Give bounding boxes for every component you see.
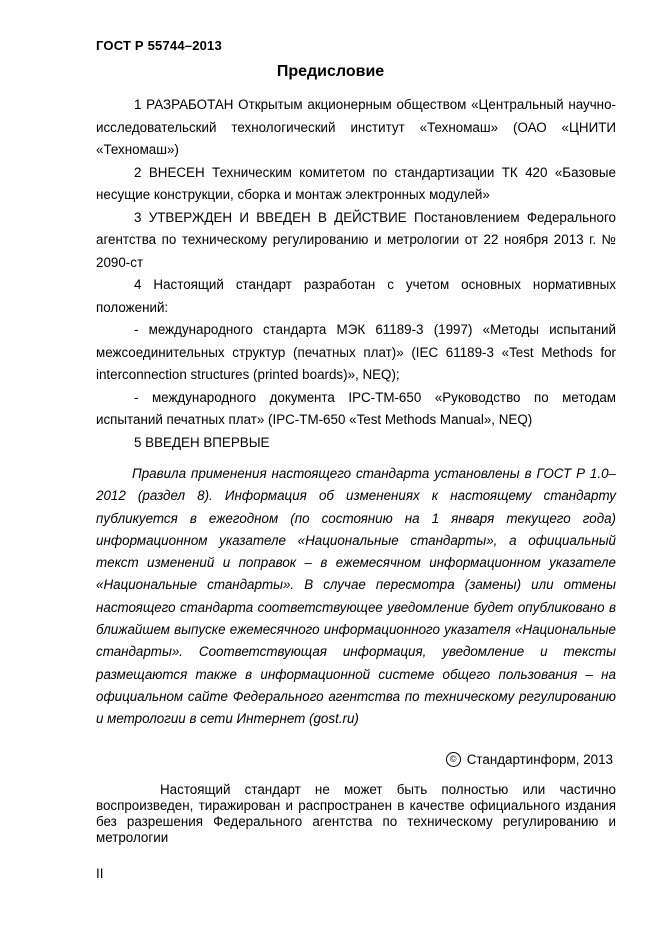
page-title: Предисловие	[276, 63, 385, 80]
page-number: II	[96, 866, 104, 881]
document-code: ГОСТ Р 55744–2013	[96, 38, 222, 53]
preface-body	[96, 94, 616, 454]
paragraph-based-on: 4 Настоящий стандарт разработан с учетом основных нормативных положений:	[96, 277, 616, 315]
reproduction-restriction-text: Настоящий стандарт не может быть полностью или частично воспроизведен, тиражирован и распространен в качестве официального издания без разрешения Федерального агентства по техническому регулированию и метрологии	[96, 782, 616, 845]
copyright-icon: ©	[446, 752, 461, 767]
copyright-text: Стандартинформ, 2013	[466, 752, 613, 767]
rules-notice-text: Правила применения настоящего стандарта установлены в ГОСТ Р 1.0–2012 (раздел 8). Информация об изменениях к настоящему стандарту публикуется в ежегодном (по состоянию на 1 января текущего года) информационном указателе «Национальные стандарты», а официальный текст изменений и поправок – в ежемесячном информационном указателе «Национальные стандарты». В случае пересмотра (замены) или отмены настоящего стандарта соответствующее уведомление будет опубликовано в ближайшем выпуске ежемесячного информационного указателя «Национальные стандарты». Соответствующая информация, уведомление и тексты размещаются также в информационной системе общего пользования – на официальном сайте Федерального агентства по техническому регулированию и метрологии в сети Интернет (gost.ru)	[96, 466, 616, 727]
rules-notice	[96, 463, 616, 731]
paragraph-first-introduced: 5 ВВЕДЕН ВПЕРВЫЕ	[134, 434, 270, 450]
paragraph-iec-standard: - международного стандарта МЭК 61189-3 (1997) «Методы испытаний межсоединительных структур (печатных плат)» (IEC 61189-3 «Test Methods for interconnection structures (printed boards)», NEQ);	[96, 322, 616, 382]
paragraph-ipc-document: - международного документа IPC-TM-650 «Руководство по методам испытаний печатных плат» (IPC-TM-650 «Test Methods Manual», NEQ)	[96, 389, 616, 427]
reproduction-restriction	[96, 782, 616, 846]
paragraph-approved: 3 УТВЕРЖДЕН И ВВЕДЕН В ДЕЙСТВИЕ Постановлением Федерального агентства по техническому регулированию и метрологии от 22 ноября 2013 г. № 2090-ст	[96, 209, 616, 270]
paragraph-submitted-by: 2 ВНЕСЕН Техническим комитетом по стандартизации ТК 420 «Базовые несущие конструкции, сборка и монтаж электронных модулей»	[96, 164, 616, 202]
copyright-line	[446, 752, 613, 767]
paragraph-developed-by: 1 РАЗРАБОТАН Открытым акционерным обществом «Центральный научно-исследовательский технологический институт «Техномаш» (ОАО «ЦНИТИ «Техномаш»)	[96, 97, 616, 157]
